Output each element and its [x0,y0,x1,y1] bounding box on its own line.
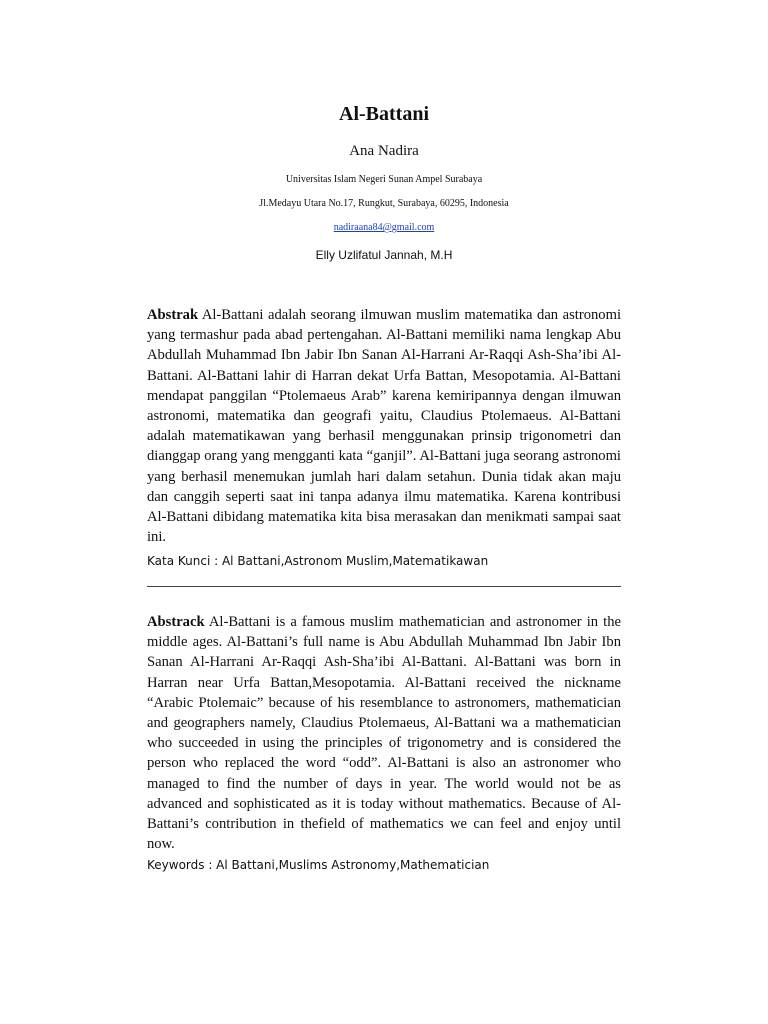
author-affiliation: Universitas Islam Negeri Sunan Ampel Surabaya [285,174,483,185]
abstract-text: Al-Battani adalah seorang ilmuwan muslim matematika dan astronomi yang termashur pada abad pertengahan. Al-Battani memiliki nama lengkap Abu Abdullah Muhammad Ibn Jabir Ibn Sanan Al-Harrani Ar-Raqqi Ash-Sha’ibi Al-Battani. Al-Battani lahir di Harran dekat Urfa Battan, Mesopotamia. Al-Battani mendapat panggilan “Ptolemaeus Arab” karena kemiripannya dengan ilmuwan astronomi, matematika dan geografi yaitu, Claudius Ptolemaeus. Al-Battani adalah matematikawan yang berhasil menggunakan prinsip trigonometri dan dianggap orang yang mengganti kata “ganjil”. Al-Battani juga seorang astronomi yang berhasil menemukan jumlah hari dalam setahun. Dunia tidak akan maju dan canggih seperti saat ini tanpa adanya ilmu matematika. Karena kontribusi Al-Battani dibidang matematika kita bisa merasakan dan menikmati sampai saat ini. [147,307,622,546]
abstract-label: Abstrak [147,307,199,323]
author-address: Jl.Medayu Utara No.17, Rungkut, Surabaya, 60295, Indonesia [259,198,509,209]
abstract-text: Al-Battani is a famous muslim mathematician and astronomer in the middle ages. Al-Battani’s full name is Abu Abdullah Muhammad Ibn Jabir Ibn Sanan Al-Harrani Ar-Raqqi Ash-Sha’ibi Al-Battani. Al-Battani was born in Harran near Urfa Battan,Mesopotamia. Al-Battani received the nickname “Arabic Ptolemaic” because of his resemblance to astronomers, mathematician and geographers namely, Claudius Ptolemaeus, Al-Battani wa a mathematician who succeeded in using the principles of trigonometry and is considered the person who replaced the word “odd”. Al-Battani is also an astronomer who managed to find the number of days in year. The world would not be as advanced and sophisticated as it is today without mathematics. Because of Al-Battani’s contribution in thefield of mathematics we can feel and enjoy until now. [147,614,621,853]
keywords-indonesian: Kata Kunci : Al Battani,Astronom Muslim,Matematikawan [147,554,489,568]
abstract-english [147,612,621,854]
keywords-english: Keywords : Al Battani,Muslims Astronomy,Mathematician [147,858,490,872]
section-divider [147,586,621,587]
abstract-label: Abstrack [147,614,205,630]
author-name: Ana Nadira [349,143,419,159]
supervisor-name: Elly Uzlifatul Jannah, M.H [315,248,453,262]
author-email-link[interactable]: nadiraana84@gmail.com [333,222,435,233]
abstract-indonesian [147,305,621,547]
paper-title: Al-Battani [339,103,429,125]
author-email-line [0,220,768,236]
